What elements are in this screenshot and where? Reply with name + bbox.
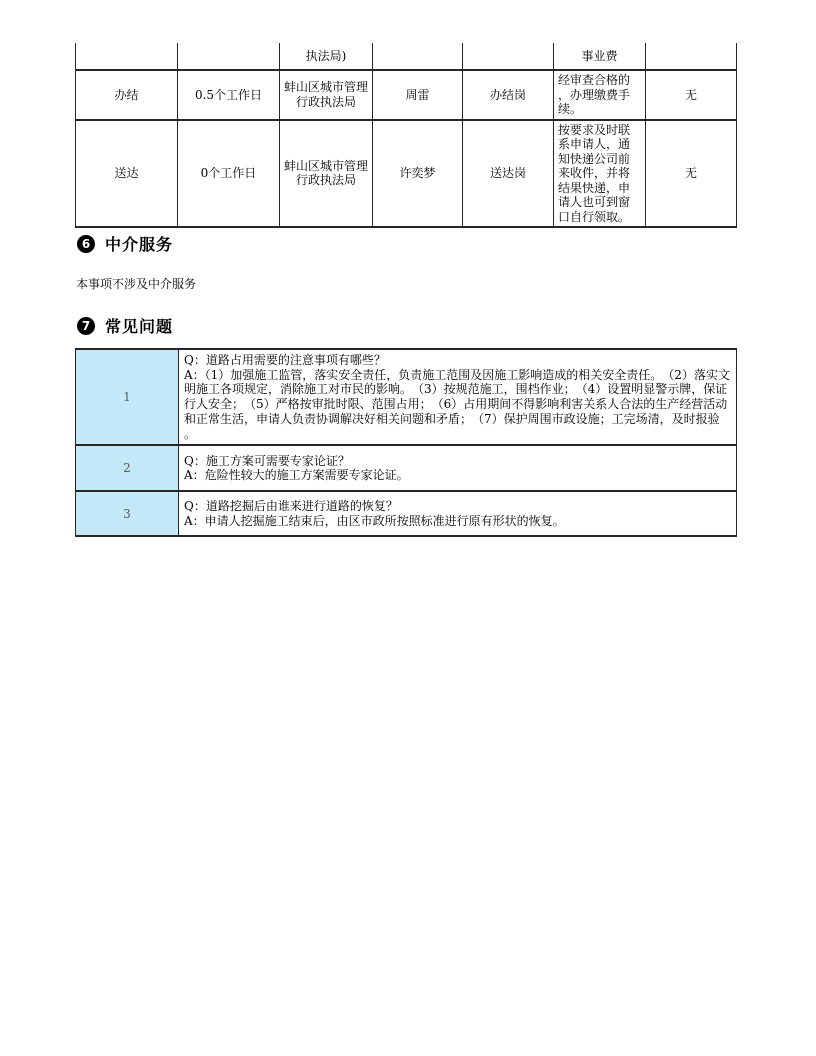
- section-number-badge-6: 6: [77, 235, 95, 253]
- a-label: A：: [184, 468, 205, 483]
- faq-answer: [184, 468, 731, 483]
- q-label: Q：: [184, 499, 206, 514]
- table-cell-remark: 无: [646, 120, 737, 228]
- table-cell-description: 按要求及时联系申请人，通知快递公司前来收件，并将结果快递，申请人也可到窗口自行领取。: [554, 120, 646, 228]
- faq-number-cell: 1: [76, 349, 179, 445]
- section-header-faq: [77, 316, 173, 335]
- table-cell-person: 许奕梦: [373, 120, 463, 228]
- table-cell-post: 办结岗: [463, 70, 554, 120]
- table-cell-remark: 无: [646, 70, 737, 120]
- a-label: A：: [184, 367, 205, 382]
- faq-number-cell: 2: [76, 445, 179, 491]
- table-cell: [76, 43, 178, 70]
- q-label: Q：: [184, 353, 206, 367]
- faq-question-text: 道路挖掘后由谁来进行道路的恢复？: [205, 499, 398, 514]
- faq-answer-text: 申请人挖掘施工结束后，由区市政所按照标准进行原有形状的恢复。: [204, 513, 565, 528]
- faq-qa-cell: [179, 445, 737, 491]
- table-cell-department: 蚌山区城市管理行政执法局: [280, 120, 373, 228]
- faq-question-text: 道路占用需要的注意事项有哪些？: [205, 353, 386, 367]
- table-cell-step: 送达: [76, 120, 178, 228]
- faq-row: [76, 349, 737, 445]
- table-cell-department: 蚌山区城市管理行政执法局: [280, 70, 373, 120]
- table-cell: [646, 43, 737, 70]
- faq-qa-cell: [179, 491, 737, 536]
- section-number-badge-7: 7: [77, 317, 95, 335]
- table-cell-duration: 0个工作日: [178, 120, 280, 228]
- table-row-continued: [76, 43, 737, 70]
- faq-question: [184, 499, 731, 514]
- table-cell: [178, 43, 280, 70]
- faq-row: [76, 445, 737, 491]
- process-table: [75, 43, 737, 228]
- table-cell-post: 送达岗: [463, 120, 554, 228]
- intermediary-note: 本事项不涉及中介服务: [76, 277, 197, 291]
- section-header-intermediary-services: [77, 234, 173, 253]
- faq-table: [75, 348, 737, 537]
- faq-question: [184, 353, 731, 368]
- faq-answer: [184, 514, 731, 529]
- faq-answer-text: 危险性较大的施工方案需要专家论证。: [204, 468, 409, 483]
- section-title: 中介服务: [105, 235, 174, 254]
- faq-question: [184, 454, 731, 469]
- table-cell: 执法局): [280, 43, 373, 70]
- a-label: A：: [184, 513, 205, 528]
- section-title: 常见问题: [105, 317, 174, 336]
- table-cell-step: 办结: [76, 70, 178, 120]
- table-row-songda: [76, 120, 737, 228]
- q-label: Q：: [184, 453, 206, 468]
- faq-question-text: 施工方案可需要专家论证？: [205, 453, 350, 468]
- table-row-banjie: [76, 70, 737, 120]
- faq-qa-cell: [179, 349, 737, 445]
- table-cell-person: 周雷: [373, 70, 463, 120]
- faq-answer-text: （1）加强施工监管，落实安全责任，负责施工范围及因施工影响造成的相关安全责任。 （2）落实文明施工各项规定，消除施工对市民的影响。 （3）按规范施工，围档作业； （4）设置明显警示牌，保证行人安全； （5）严格按审批时限、范围占用； （6）占用期间不得影响利害关系人合法的生产经营活动和正常生活，申请人负责协调解决好相关问题和矛盾； （7）保护周围市政设施；工完场清，及时报验。: [184, 367, 730, 441]
- table-cell-duration: 0.5个工作日: [178, 70, 280, 120]
- faq-answer: [184, 368, 731, 442]
- table-cell-description: 经审查合格的，办理缴费手续。: [554, 70, 646, 120]
- table-cell: 事业费: [554, 43, 646, 70]
- table-cell: [463, 43, 554, 70]
- table-cell: [373, 43, 463, 70]
- faq-row: [76, 491, 737, 536]
- faq-number-cell: 3: [76, 491, 179, 536]
